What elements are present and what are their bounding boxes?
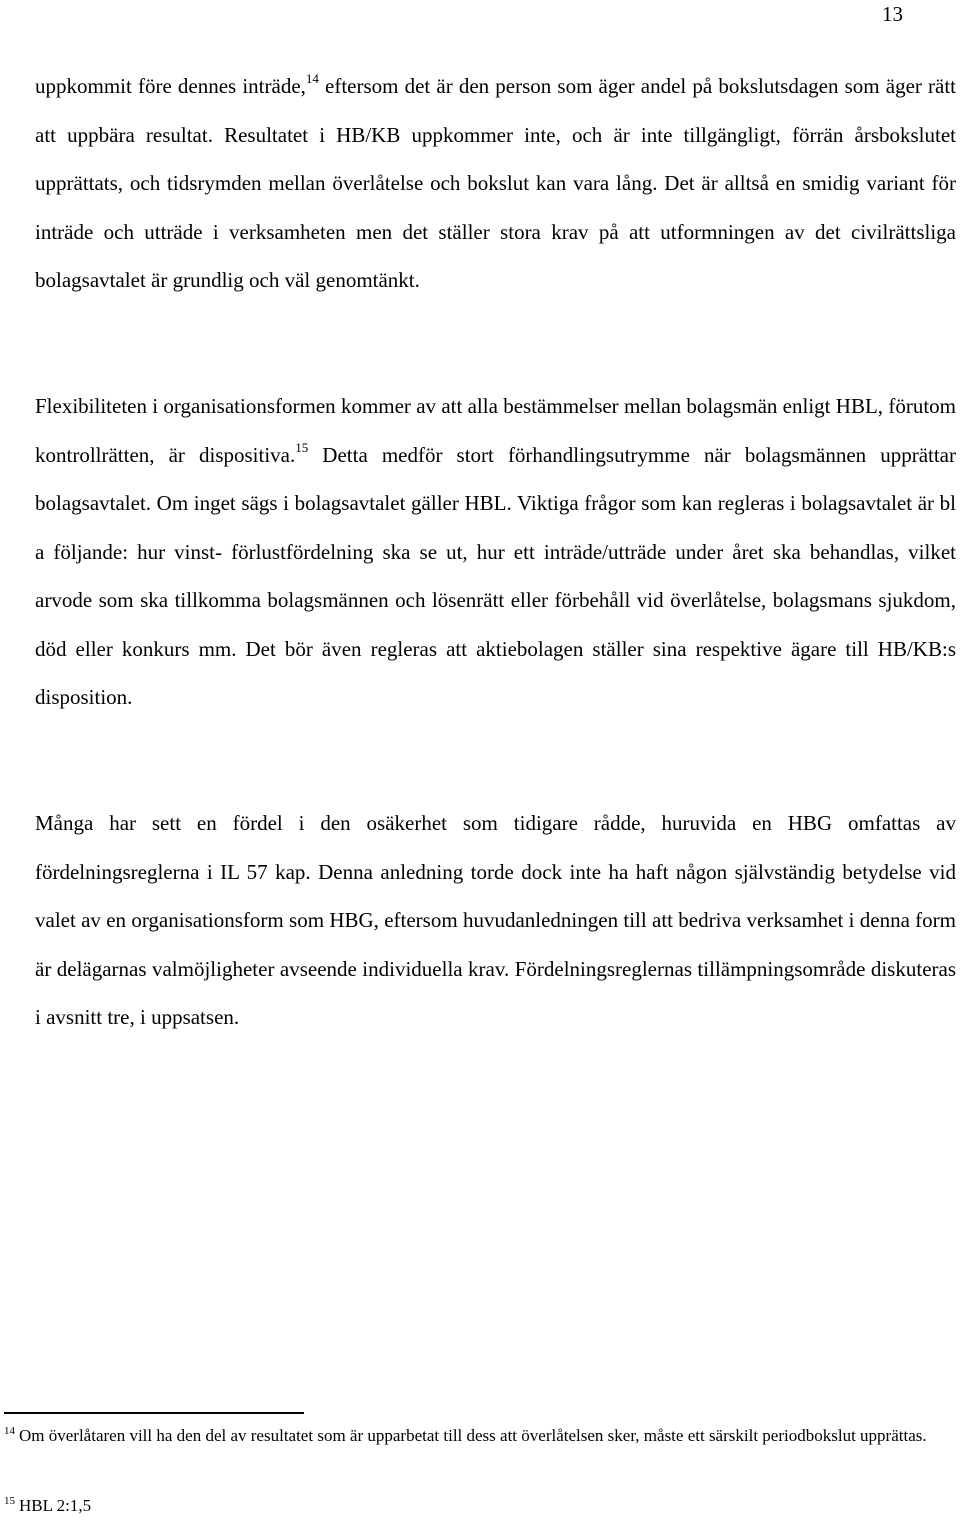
paragraph-text: Flexibiliteten i organisationsformen kommer av att alla bestämmelser mellan bolagsmän enligt HBL, förutom kontrollrätten, är dispositiva. (35, 394, 956, 467)
footnote-text: Om överlåtaren vill ha den del av resultatet som är upparbetat till dess att överlåtelsen sker, måste ett särskilt periodbokslut upprättas. (19, 1426, 927, 1445)
footnote-number: 14 (4, 1425, 15, 1437)
footnote-number: 15 (4, 1495, 15, 1507)
paragraph-text: Detta medför stort förhandlingsutrymme när bolagsmännen upprättar bolagsavtalet. Om inget sägs i bolagsavtalet gäller HBL. Viktiga frågor som kan regleras i bolagsavtalet är bl a följande: hur vinst- förlustfördelning ska se ut, hur ett inträde/utträde under året ska behandlas, vilket arvode som ska tillkomma bolagsmännen och lösenrätt eller förbehåll vid överlåtelse, bolagsmans sjukdom, död eller konkurs mm. Det bör även regleras att aktiebolagen ställer sina respektive ägare till HB/KB:s disposition. (35, 442, 956, 709)
footnote-14 (4, 1421, 958, 1453)
footnote-separator (4, 1412, 304, 1414)
page-number: 13 (882, 2, 903, 26)
paragraph-text: Många har sett en fördel i den osäkerhet som tidigare rådde, huruvida en HBG omfattas av fördelningsreglerna i IL 57 kap. Denna anledning torde dock inte ha haft någon självständig betydelse vid valet av en organisationsform som HBG, eftersom huvudanledningen till att bedriva verksamhet i denna form är delägarnas valmöjligheter avseende individuella krav. Fördelningsreglernas tillämpningsområde diskuteras i avsnitt tre, i uppsatsen. (35, 811, 956, 1029)
paragraph-text: uppkommit före dennes inträde, (35, 74, 306, 98)
footnote-reference-15[interactable]: 15 (295, 439, 309, 455)
paragraph-text: eftersom det är den person som äger andel på bokslutsdagen som äger rätt att uppbära resultat. Resultatet i HB/KB uppkommer inte, och är inte tillgängligt, förrän årsbokslutet upprättats, och tidsrymden mellan överlåtelse och bokslut kan vara lång. Det är alltså en smidig variant för inträde och utträde i verksamheten men det ställer stora krav på att utformningen av det civilrättsliga bolagsavtalet är grundlig och väl genomtänkt. (35, 74, 956, 292)
body-paragraph-2 (35, 382, 956, 722)
body-paragraph-3 (35, 799, 956, 1042)
footnote-15 (4, 1491, 958, 1523)
body-paragraph-1 (35, 62, 956, 305)
footnote-reference-14[interactable]: 14 (305, 71, 319, 86)
footnote-text: HBL 2:1,5 (19, 1496, 92, 1515)
